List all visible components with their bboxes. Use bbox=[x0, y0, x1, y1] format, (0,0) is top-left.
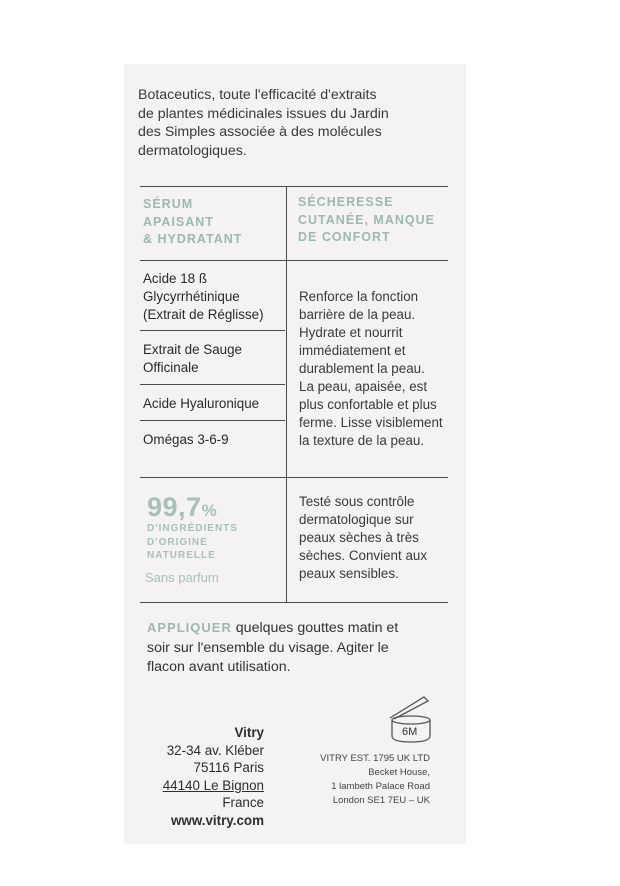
natural-percentage bbox=[147, 492, 217, 523]
uk-address-line: VITRY EST. 1795 UK LTD bbox=[320, 753, 430, 764]
usage-line bbox=[147, 618, 447, 639]
table-rule-header bbox=[140, 260, 448, 261]
intro-line: des Simples associée à des molécules bbox=[138, 124, 382, 140]
benefit-line: Hydrate et nourrit bbox=[299, 325, 403, 340]
ingredient-line: (Extrait de Réglisse) bbox=[143, 307, 264, 322]
target-heading-line: CUTANÉE, MANQUE bbox=[298, 212, 435, 227]
tested-line: peaux sensibles. bbox=[299, 566, 399, 581]
tested-line: peaux sèches à très bbox=[299, 530, 419, 545]
tested-line: dermatologique sur bbox=[299, 512, 414, 527]
table-column-divider bbox=[286, 186, 287, 602]
tested-line: Testé sous contrôle bbox=[299, 494, 415, 509]
ingredient-hyaluronic bbox=[143, 395, 285, 413]
product-heading-line: APAISANT bbox=[143, 214, 214, 229]
address-city: 75116 Paris bbox=[193, 760, 264, 776]
ingredient-line: Omégas 3-6-9 bbox=[143, 432, 229, 447]
ingredient-line: Acide Hyaluronique bbox=[143, 396, 260, 411]
natural-percentage-unit: % bbox=[201, 501, 218, 520]
benefit-line: ferme. Lisse visiblement bbox=[299, 415, 443, 430]
usage-keyword: APPLIQUER bbox=[147, 620, 232, 635]
ingredient-sage bbox=[143, 341, 285, 377]
ingredient-omegas bbox=[143, 431, 285, 449]
address-country: France bbox=[222, 795, 264, 811]
uk-address-block bbox=[300, 752, 430, 808]
ingredient-line: Acide 18 ß bbox=[143, 271, 208, 286]
natural-label-line: NATURELLE bbox=[147, 550, 216, 561]
ingredient-line: Glycyrrhétinique bbox=[143, 289, 240, 304]
natural-label bbox=[147, 522, 267, 563]
address-block bbox=[163, 724, 264, 830]
table-rule-top bbox=[140, 186, 448, 187]
ingredient-line: Extrait de Sauge bbox=[143, 342, 243, 357]
table-rule-bottom bbox=[140, 602, 448, 603]
benefit-line: plus confortable et plus bbox=[299, 397, 437, 412]
intro-text bbox=[138, 86, 458, 160]
usage-line: soir sur l'ensemble du visage. Agiter le bbox=[147, 639, 389, 656]
website-text: www.vitry.com bbox=[170, 812, 264, 828]
benefit-line: La peau, apaisée, est bbox=[299, 379, 428, 394]
usage-instructions bbox=[147, 618, 447, 678]
target-heading bbox=[298, 194, 435, 247]
tested-line: sèches. Convient aux bbox=[299, 548, 428, 563]
pao-label: 6M bbox=[402, 726, 418, 738]
product-heading-line: & HYDRATANT bbox=[143, 232, 243, 246]
uk-address-line: 1 lambeth Palace Road bbox=[331, 781, 430, 792]
ingredient-divider bbox=[140, 420, 285, 421]
fragrance-free-label: Sans parfum bbox=[145, 570, 219, 585]
product-heading-line: SÉRUM bbox=[143, 197, 194, 211]
tested-text bbox=[299, 493, 457, 583]
ingredient-licorice bbox=[143, 270, 285, 324]
intro-line: Botaceutics, toute l'efficacité d'extraits bbox=[138, 87, 377, 103]
ingredient-divider bbox=[140, 384, 285, 385]
benefit-line: immédiatement et bbox=[299, 343, 406, 358]
uk-address-line: London SE1 7EU – UK bbox=[332, 795, 430, 806]
usage-line: flacon avant utilisation. bbox=[147, 659, 291, 675]
period-after-opening-icon bbox=[384, 692, 438, 751]
intro-line: dermatologiques. bbox=[138, 142, 247, 159]
benefit-line: la texture de la peau. bbox=[299, 433, 425, 448]
natural-percentage-value: 99,7 bbox=[147, 492, 202, 522]
address-street: 32-34 av. Kléber bbox=[166, 742, 264, 758]
intro-line: de plantes médicinales issues du Jardin bbox=[138, 105, 389, 122]
product-heading bbox=[143, 196, 242, 249]
table-rule-middle bbox=[140, 477, 448, 478]
usage-text: quelques gouttes matin et bbox=[231, 620, 399, 636]
brand-name: Vitry bbox=[234, 725, 264, 740]
benefit-line: Renforce la fonction bbox=[299, 289, 419, 304]
target-heading-line: SÉCHERESSE bbox=[298, 195, 394, 209]
natural-label-line: D'ORIGINE bbox=[147, 536, 208, 548]
ingredient-line: Officinale bbox=[143, 360, 199, 375]
target-heading-line: DE CONFORT bbox=[298, 230, 391, 244]
natural-label-line: D'INGRÉDIENTS bbox=[147, 523, 238, 534]
ingredient-divider bbox=[140, 330, 285, 331]
benefit-line: durablement la peau. bbox=[299, 361, 425, 376]
uk-address-line: Becket House, bbox=[368, 767, 430, 778]
benefits-text bbox=[299, 288, 457, 450]
address-city-alt: 44140 Le Bignon bbox=[162, 777, 264, 793]
benefit-line: barrière de la peau. bbox=[299, 307, 416, 322]
